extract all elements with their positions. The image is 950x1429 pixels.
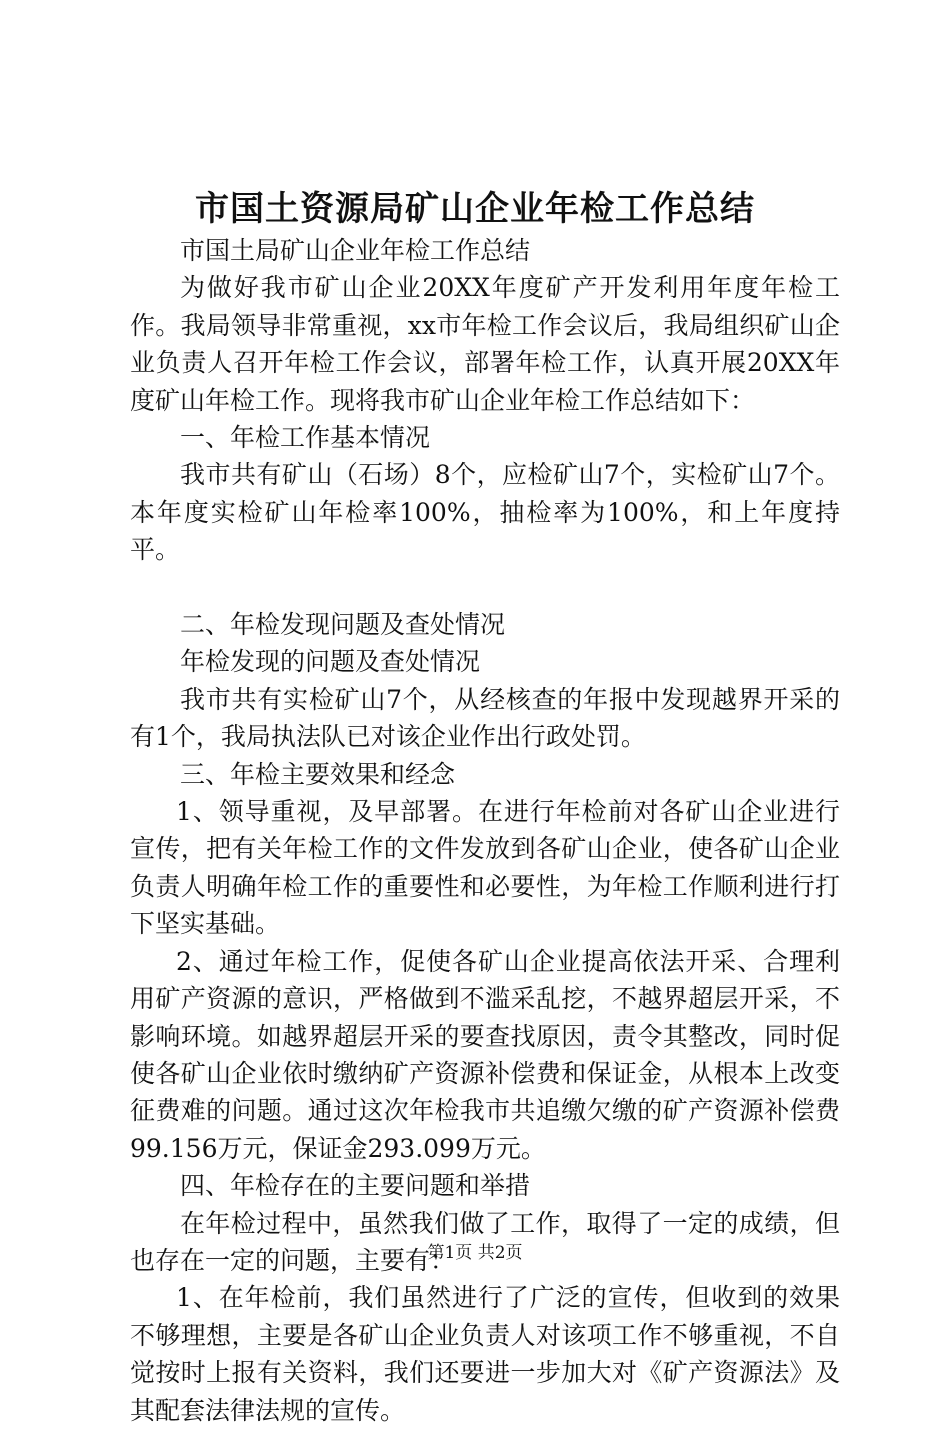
- section-2-paragraph: 我市共有实检矿山7个，从经核查的年报中发现越界开采的有1个，我局执法队已对该企业作出行政处罚。: [130, 684, 840, 752]
- section-2-subheading: 年检发现的问题及查处情况: [180, 647, 481, 677]
- section-3-item-1: 1、领导重视，及早部署。在进行年检前对各矿山企业进行宣传，把有关年检工作的文件发放到各矿山企业，使各矿山企业负责人明确年检工作的重要性和必要性，为年检工作顺利进行打下坚实基础。: [130, 797, 840, 939]
- section-heading-2: 二、年检发现问题及查处情况: [180, 610, 506, 640]
- section-heading-1: 一、年检工作基本情况: [180, 423, 431, 453]
- subtitle-paragraph: 市国土局矿山企业年检工作总结: [180, 236, 531, 265]
- section-4-item-1: 1、在年检前，我们虽然进行了广泛的宣传，但收到的效果不够理想，主要是各矿山企业负责人对该项工作不够重视，不自觉按时上报有关资料，我们还要进一步加大对《矿产资源法》及其配套法律法规的宣传。: [130, 1283, 840, 1425]
- section-1-paragraph: 我市共有矿山（石场）8个，应检矿山7个，实检矿山7个。本年度实检矿山年检率100%，抽检率为100%，和上年度持平。: [130, 460, 840, 565]
- section-3-item-2: 2、通过年检工作，促使各矿山企业提高依法开采、合理利用矿产资源的意识，严格做到不滥采乱挖，不越界超层开采，不影响环境。如越界超层开采的要查找原因，责令其整改，同时促使各矿山企业依时缴纳矿产资源补偿费和保证金，从根本上改变征费难的问题。通过这次年检我市共追缴欠缴的矿产资源补偿费99.156万元，保证金293.099万元。: [130, 946, 840, 1163]
- intro-paragraph: 为做好我市矿山企业20XX年度矿产开发利用年度年检工作。我局领导非常重视，xx市年检工作会议后，我局组织矿山企业负责人召开年检工作会议，部署年检工作，认真开展20XX年度矿山年检工作。现将我市矿山企业年检工作总结如下：: [130, 273, 840, 415]
- document-title: 市国土资源局矿山企业年检工作总结: [195, 189, 755, 229]
- blank-line: [130, 569, 840, 606]
- section-4-paragraph: 在年检过程中，虽然我们做了工作，取得了一定的成绩，但也存在一定的问题，主要有：: [130, 1208, 840, 1275]
- section-heading-4: 四、年检存在的主要问题和举措: [180, 1171, 531, 1201]
- page-footer: 第1页 共2页: [427, 1243, 523, 1263]
- section-heading-3: 三、年检主要效果和经念: [180, 759, 456, 789]
